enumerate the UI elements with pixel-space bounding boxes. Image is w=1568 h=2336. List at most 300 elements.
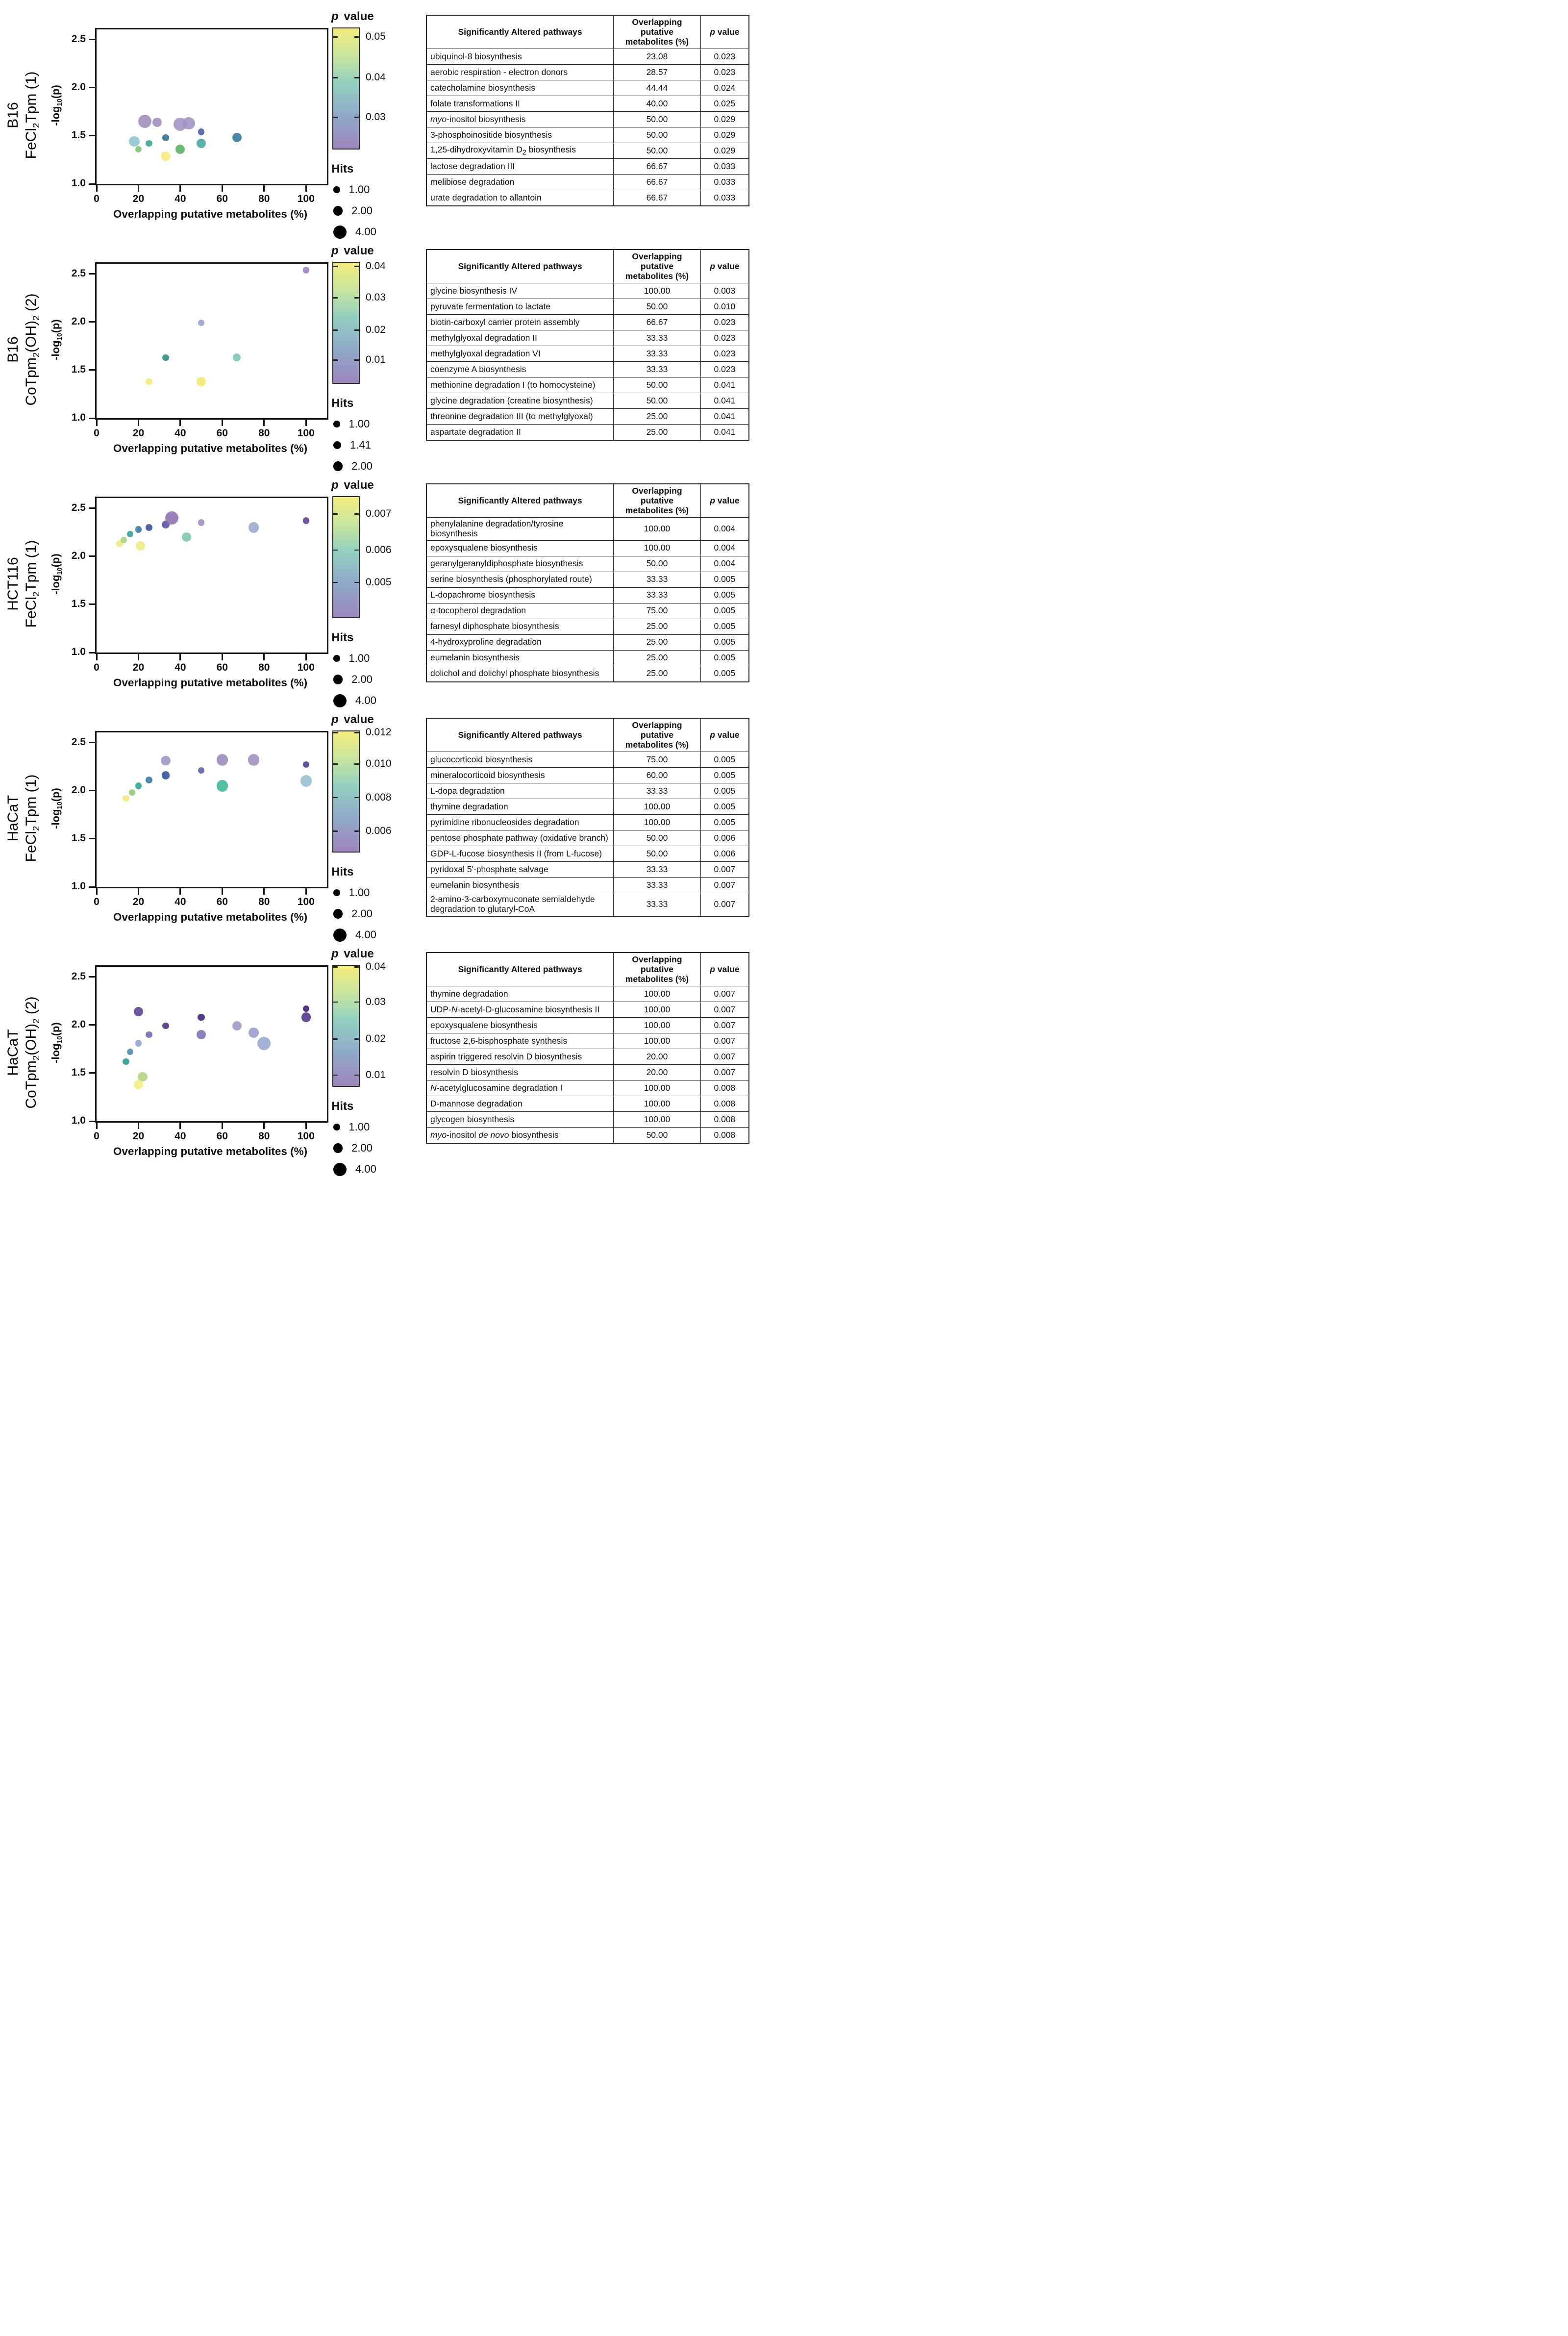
table-row bbox=[426, 1128, 749, 1144]
overlap-percent-cell: 33.33 bbox=[614, 346, 701, 362]
compound-label: $CoTpm_2(OH)_2$ (2) bbox=[22, 293, 41, 406]
x-tick bbox=[179, 654, 181, 660]
hits-legend-item bbox=[333, 886, 426, 900]
x-tick bbox=[305, 1123, 307, 1129]
data-bubble bbox=[138, 115, 151, 128]
overlap-percent-cell: 100.00 bbox=[614, 1080, 701, 1096]
column-header: Significantly Altered pathways bbox=[426, 484, 614, 518]
p-value-cell: 0.003 bbox=[700, 283, 749, 299]
p-value-cell: 0.005 bbox=[700, 650, 749, 666]
x-tick-label: 20 bbox=[132, 662, 145, 673]
plot-area bbox=[71, 28, 328, 204]
hits-legend-item bbox=[333, 652, 426, 665]
hits-dot-icon bbox=[333, 461, 343, 471]
table-row bbox=[426, 619, 749, 634]
x-tick-label: 60 bbox=[216, 896, 228, 907]
hits-legend-item bbox=[333, 204, 426, 218]
pathway-name-cell: L-dopa degradation bbox=[426, 783, 614, 799]
y-tick-label: 1.0 bbox=[71, 1115, 86, 1126]
colorbar-tick bbox=[354, 77, 359, 78]
overlap-percent-cell: 40.00 bbox=[614, 96, 701, 112]
x-tick-label: 60 bbox=[216, 662, 228, 673]
pathway-name-cell: eumelanin biosynthesis bbox=[426, 650, 614, 666]
pathway-name-cell: UDP-N-acetyl-D-glucosamine biosynthesis II bbox=[426, 1002, 614, 1018]
colorbar-gradient bbox=[332, 730, 360, 853]
data-bubble bbox=[162, 354, 169, 361]
data-bubble bbox=[248, 754, 259, 765]
y-tick bbox=[89, 790, 95, 791]
x-tick-label: 60 bbox=[216, 427, 228, 439]
hits-dot-icon bbox=[333, 1143, 343, 1153]
x-tick-label: 40 bbox=[174, 427, 186, 439]
colorbar-tick bbox=[333, 732, 338, 733]
hits-legend-title: Hits bbox=[331, 631, 354, 644]
pvalue-legend-title: p value bbox=[331, 10, 374, 23]
data-bubble bbox=[146, 1031, 152, 1038]
pathway-name-cell: 1,25-dihydroxyvitamin $D_2$ biosynthesis bbox=[426, 143, 614, 159]
hits-dot-icon bbox=[333, 1163, 347, 1176]
data-bubble bbox=[146, 524, 152, 531]
data-bubble bbox=[136, 541, 145, 551]
overlap-percent-cell: 50.00 bbox=[614, 556, 701, 572]
pvalue-colorbar bbox=[332, 961, 426, 1085]
hits-legend-item bbox=[333, 694, 426, 707]
hits-legend-title: Hits bbox=[331, 865, 354, 879]
colorbar-tick bbox=[354, 359, 359, 361]
data-bubble bbox=[198, 767, 205, 774]
table-row bbox=[426, 1080, 749, 1096]
table-row bbox=[426, 768, 749, 783]
data-bubble bbox=[198, 320, 205, 327]
colorbar-tick-label: 0.007 bbox=[366, 508, 392, 520]
table-row bbox=[426, 175, 749, 190]
column-header: p value bbox=[700, 953, 749, 986]
x-tick bbox=[222, 654, 223, 660]
overlap-percent-cell: 25.00 bbox=[614, 650, 701, 666]
pathway-name-cell: pyridoxal 5'-phosphate salvage bbox=[426, 862, 614, 878]
y-tick-label: 2.5 bbox=[71, 267, 86, 279]
y-tick bbox=[89, 87, 95, 88]
data-bubble bbox=[217, 780, 228, 791]
y-tick-label: 1.5 bbox=[71, 363, 86, 375]
overlap-percent-cell: 60.00 bbox=[614, 768, 701, 783]
table-row bbox=[426, 393, 749, 409]
table-row bbox=[426, 330, 749, 346]
x-tick-label: 0 bbox=[94, 427, 100, 439]
pathway-name-cell: α-tocopherol degradation bbox=[426, 603, 614, 619]
x-tick-label: 20 bbox=[132, 193, 145, 204]
x-axis-label: Overlapping putative metabolites (%) bbox=[113, 1145, 308, 1157]
data-bubble bbox=[127, 531, 134, 538]
x-tick-label: 40 bbox=[174, 662, 186, 673]
y-tick bbox=[89, 838, 95, 839]
colorbar-gradient bbox=[332, 27, 360, 150]
y-tick bbox=[89, 555, 95, 557]
overlap-percent-cell: 100.00 bbox=[614, 1018, 701, 1033]
table-row bbox=[426, 49, 749, 65]
x-axis-label: Overlapping putative metabolites (%) bbox=[113, 677, 308, 689]
colorbar-tick bbox=[354, 329, 359, 331]
colorbar-tick bbox=[354, 266, 359, 267]
hits-value: 1.00 bbox=[348, 183, 370, 196]
p-value-cell: 0.041 bbox=[700, 393, 749, 409]
hits-value: 2.00 bbox=[351, 204, 373, 217]
colorbar-tick bbox=[354, 763, 359, 765]
p-value-cell: 0.007 bbox=[700, 1049, 749, 1065]
overlap-percent-cell: 28.57 bbox=[614, 65, 701, 80]
x-tick bbox=[222, 1123, 223, 1129]
hits-legend-item bbox=[333, 907, 426, 921]
table-row bbox=[426, 1049, 749, 1065]
table-row bbox=[426, 409, 749, 425]
x-tick bbox=[96, 654, 98, 660]
hits-dot-icon bbox=[333, 929, 347, 942]
pathways-table bbox=[426, 483, 749, 682]
colorbar-tick-label: 0.05 bbox=[366, 31, 386, 43]
p-value-cell: 0.041 bbox=[700, 377, 749, 393]
p-value-cell: 0.023 bbox=[700, 330, 749, 346]
chart-legend bbox=[330, 708, 426, 949]
chart-legend bbox=[330, 474, 426, 715]
x-axis-label: Overlapping putative metabolites (%) bbox=[113, 911, 308, 923]
panel-label bbox=[2, 5, 44, 239]
hits-legend-item bbox=[333, 459, 426, 473]
colorbar-tick-label: 0.03 bbox=[366, 996, 386, 1007]
p-value-cell: 0.008 bbox=[700, 1080, 749, 1096]
data-bubble bbox=[135, 782, 142, 789]
table-row bbox=[426, 603, 749, 619]
pvalue-colorbar bbox=[332, 727, 426, 851]
table-row bbox=[426, 1112, 749, 1128]
x-tick bbox=[138, 185, 139, 192]
data-bubble bbox=[162, 134, 169, 141]
hits-dot-icon bbox=[333, 889, 340, 896]
table-header-row bbox=[426, 484, 749, 518]
overlap-percent-cell: 20.00 bbox=[614, 1065, 701, 1080]
table-row bbox=[426, 799, 749, 815]
pathway-name-cell: methylglyoxal degradation VI bbox=[426, 346, 614, 362]
x-tick-label: 0 bbox=[94, 193, 100, 204]
x-tick bbox=[96, 185, 98, 192]
table-row bbox=[426, 283, 749, 299]
pathway-name-cell: resolvin D biosynthesis bbox=[426, 1065, 614, 1080]
pathway-name-cell: melibiose degradation bbox=[426, 175, 614, 190]
p-value-cell: 0.008 bbox=[700, 1096, 749, 1112]
data-bubble bbox=[198, 128, 205, 135]
x-tick bbox=[305, 185, 307, 192]
panel-hct116-fecl2tpm bbox=[2, 474, 763, 708]
data-bubble bbox=[161, 151, 170, 161]
pathway-name-cell: threonine degradation III (to methylglyoxal) bbox=[426, 409, 614, 425]
pathway-name-cell: epoxysqualene biosynthesis bbox=[426, 540, 614, 556]
table-header-row bbox=[426, 953, 749, 986]
hits-legend-title: Hits bbox=[331, 1100, 354, 1113]
overlap-percent-cell: 25.00 bbox=[614, 425, 701, 441]
pathway-name-cell: 3-phosphoinositide biosynthesis bbox=[426, 127, 614, 143]
column-header: Overlapping putative metabolites (%) bbox=[614, 250, 701, 283]
plot-area bbox=[71, 262, 328, 439]
p-value-cell: 0.029 bbox=[700, 112, 749, 127]
y-tick bbox=[89, 603, 95, 605]
overlap-percent-cell: 50.00 bbox=[614, 846, 701, 862]
data-bubble bbox=[182, 532, 191, 542]
x-tick-label: 100 bbox=[297, 1130, 315, 1142]
pathway-name-cell: D-mannose degradation bbox=[426, 1096, 614, 1112]
pathway-table bbox=[426, 708, 757, 917]
data-bubble bbox=[249, 1028, 259, 1038]
p-value-cell: 0.004 bbox=[700, 540, 749, 556]
hits-value: 4.00 bbox=[355, 694, 376, 706]
x-tick bbox=[305, 420, 307, 426]
colorbar-tick bbox=[354, 36, 359, 38]
pathway-name-cell: 4-hydroxyproline degradation bbox=[426, 634, 614, 650]
x-tick bbox=[179, 888, 181, 895]
table-row bbox=[426, 425, 749, 441]
p-value-cell: 0.005 bbox=[700, 752, 749, 768]
y-axis-label: $-\log_{10}(p)$ bbox=[49, 1022, 64, 1063]
x-tick bbox=[179, 1123, 181, 1129]
x-tick-label: 60 bbox=[216, 193, 228, 204]
y-tick bbox=[89, 39, 95, 40]
overlap-percent-cell: 100.00 bbox=[614, 986, 701, 1002]
column-header: p value bbox=[700, 250, 749, 283]
table-row bbox=[426, 893, 749, 916]
data-bubble bbox=[198, 519, 205, 526]
x-tick bbox=[96, 420, 98, 426]
y-axis-label: $-\log_{10}(p)$ bbox=[49, 553, 64, 595]
pvalue-legend-title: p value bbox=[331, 244, 374, 257]
overlap-percent-cell: 33.33 bbox=[614, 330, 701, 346]
p-value-cell: 0.005 bbox=[700, 587, 749, 603]
bubble-chart bbox=[44, 5, 330, 239]
p-value-cell: 0.033 bbox=[700, 190, 749, 206]
table-row bbox=[426, 815, 749, 830]
table-row bbox=[426, 587, 749, 603]
overlap-percent-cell: 75.00 bbox=[614, 603, 701, 619]
colorbar-tick-label: 0.012 bbox=[366, 727, 392, 738]
colorbar-tick-label: 0.04 bbox=[366, 72, 386, 83]
y-tick-label: 1.5 bbox=[71, 832, 86, 844]
table-row bbox=[426, 846, 749, 862]
y-tick-label: 2.5 bbox=[71, 970, 86, 982]
bubble-chart bbox=[44, 942, 330, 1177]
colorbar-tick bbox=[354, 513, 359, 515]
p-value-cell: 0.006 bbox=[700, 830, 749, 846]
p-value-cell: 0.033 bbox=[700, 159, 749, 175]
column-header: Significantly Altered pathways bbox=[426, 718, 614, 752]
x-tick-label: 100 bbox=[297, 896, 315, 907]
p-value-cell: 0.008 bbox=[700, 1128, 749, 1144]
overlap-percent-cell: 50.00 bbox=[614, 1128, 701, 1144]
y-axis-label: $-\log_{10}(p)$ bbox=[49, 788, 64, 829]
colorbar-tick bbox=[333, 763, 338, 765]
table-row bbox=[426, 540, 749, 556]
pathway-name-cell: coenzyme A biosynthesis bbox=[426, 362, 614, 377]
overlap-percent-cell: 50.00 bbox=[614, 830, 701, 846]
table-row bbox=[426, 830, 749, 846]
hits-dot-icon bbox=[333, 675, 343, 684]
column-header: Overlapping putative metabolites (%) bbox=[614, 953, 701, 986]
pathway-name-cell: methylglyoxal degradation II bbox=[426, 330, 614, 346]
colorbar-tick-label: 0.006 bbox=[366, 544, 392, 555]
x-tick-label: 20 bbox=[132, 427, 145, 439]
pathway-name-cell: myo-inositol de novo biosynthesis bbox=[426, 1128, 614, 1144]
y-tick bbox=[89, 135, 95, 136]
hits-legend-item bbox=[333, 1141, 426, 1155]
column-header: Overlapping putative metabolites (%) bbox=[614, 15, 701, 49]
overlap-percent-cell: 33.33 bbox=[614, 587, 701, 603]
table-row bbox=[426, 518, 749, 541]
x-tick-label: 0 bbox=[94, 662, 100, 673]
x-tick-label: 100 bbox=[297, 662, 315, 673]
column-header: Significantly Altered pathways bbox=[426, 15, 614, 49]
table-row bbox=[426, 1018, 749, 1033]
bubble-chart bbox=[44, 708, 330, 942]
colorbar-tick bbox=[354, 117, 359, 118]
x-tick-label: 40 bbox=[174, 193, 186, 204]
y-tick-label: 1.5 bbox=[71, 1066, 86, 1078]
y-axis-label: $-\log_{10}(p)$ bbox=[49, 319, 64, 360]
hits-dot-icon bbox=[333, 186, 340, 193]
table-row bbox=[426, 783, 749, 799]
table-header-row bbox=[426, 15, 749, 49]
p-value-cell: 0.005 bbox=[700, 619, 749, 634]
pathway-name-cell: catecholamine biosynthesis bbox=[426, 80, 614, 96]
data-bubble bbox=[182, 117, 195, 129]
colorbar-tick bbox=[354, 1002, 359, 1003]
table-header-row bbox=[426, 250, 749, 283]
y-tick-label: 2.0 bbox=[71, 315, 86, 327]
bubble-chart bbox=[44, 474, 330, 708]
overlap-percent-cell: 50.00 bbox=[614, 299, 701, 315]
data-bubble bbox=[300, 775, 312, 786]
overlap-percent-cell: 66.67 bbox=[614, 175, 701, 190]
p-value-cell: 0.023 bbox=[700, 346, 749, 362]
overlap-percent-cell: 25.00 bbox=[614, 634, 701, 650]
table-row bbox=[426, 878, 749, 893]
data-bubble bbox=[146, 140, 152, 147]
y-tick-label: 2.0 bbox=[71, 81, 86, 93]
overlap-percent-cell: 100.00 bbox=[614, 518, 701, 541]
hits-value: 1.00 bbox=[348, 886, 370, 899]
y-tick-label: 2.5 bbox=[71, 33, 86, 45]
y-tick-label: 1.0 bbox=[71, 412, 86, 423]
colorbar-tick-label: 0.02 bbox=[366, 324, 386, 336]
bubble-chart bbox=[44, 239, 330, 474]
x-tick-label: 20 bbox=[132, 896, 145, 907]
pathway-name-cell: N-acetylglucosamine degradation I bbox=[426, 1080, 614, 1096]
table-row bbox=[426, 377, 749, 393]
panel-b16-cotpm2oh2 bbox=[2, 239, 763, 474]
overlap-percent-cell: 50.00 bbox=[614, 112, 701, 127]
x-tick-label: 80 bbox=[258, 427, 270, 439]
overlap-percent-cell: 20.00 bbox=[614, 1049, 701, 1065]
colorbar-tick bbox=[333, 550, 338, 551]
data-bubble bbox=[301, 1012, 311, 1022]
p-value-cell: 0.005 bbox=[700, 783, 749, 799]
pathway-name-cell: glycine biosynthesis IV bbox=[426, 283, 614, 299]
p-value-cell: 0.004 bbox=[700, 556, 749, 572]
overlap-percent-cell: 66.67 bbox=[614, 159, 701, 175]
overlap-percent-cell: 66.67 bbox=[614, 190, 701, 206]
data-bubble bbox=[217, 754, 228, 765]
pathway-name-cell: GDP-L-fucose biosynthesis II (from L-fucose) bbox=[426, 846, 614, 862]
p-value-cell: 0.005 bbox=[700, 815, 749, 830]
pathway-name-cell: pentose phosphate pathway (oxidative branch) bbox=[426, 830, 614, 846]
p-value-cell: 0.007 bbox=[700, 986, 749, 1002]
colorbar-tick bbox=[333, 830, 338, 832]
y-tick bbox=[89, 273, 95, 275]
overlap-percent-cell: 33.33 bbox=[614, 572, 701, 587]
x-tick bbox=[179, 185, 181, 192]
data-bubble bbox=[303, 267, 310, 274]
hits-dot-icon bbox=[333, 206, 343, 215]
panel-label bbox=[2, 474, 44, 708]
pathway-name-cell: aspirin triggered resolvin D biosynthesis bbox=[426, 1049, 614, 1065]
data-bubble bbox=[135, 1040, 142, 1047]
pathways-table bbox=[426, 718, 749, 917]
hits-legend bbox=[330, 417, 426, 473]
data-bubble bbox=[123, 1058, 129, 1065]
panel-b16-fecl2tpm bbox=[2, 5, 763, 239]
pathway-name-cell: aerobic respiration - electron donors bbox=[426, 65, 614, 80]
y-tick-label: 1.0 bbox=[71, 646, 86, 657]
hits-value: 2.00 bbox=[351, 460, 373, 472]
colorbar-tick-label: 0.006 bbox=[366, 825, 392, 837]
p-value-cell: 0.005 bbox=[700, 768, 749, 783]
pathway-name-cell: aspartate degradation II bbox=[426, 425, 614, 441]
y-tick bbox=[89, 652, 95, 653]
panel-label bbox=[2, 239, 44, 474]
p-value-cell: 0.005 bbox=[700, 799, 749, 815]
y-tick-label: 1.0 bbox=[71, 880, 86, 892]
x-tick bbox=[138, 654, 139, 660]
colorbar-tick-label: 0.005 bbox=[366, 576, 392, 588]
data-bubble bbox=[146, 378, 152, 385]
y-tick-label: 2.0 bbox=[71, 784, 86, 796]
x-tick bbox=[263, 654, 265, 660]
overlap-percent-cell: 100.00 bbox=[614, 540, 701, 556]
p-value-cell: 0.008 bbox=[700, 1112, 749, 1128]
pvalue-legend-title: p value bbox=[331, 478, 374, 492]
panel-hacat-cotpm2oh2 bbox=[2, 942, 763, 1177]
data-bubble bbox=[127, 1049, 134, 1055]
pathway-name-cell: epoxysqualene biosynthesis bbox=[426, 1018, 614, 1033]
table-row bbox=[426, 299, 749, 315]
panel-hacat-fecl2tpm bbox=[2, 708, 763, 942]
x-tick bbox=[263, 1123, 265, 1129]
data-bubble bbox=[129, 789, 136, 796]
table-row bbox=[426, 556, 749, 572]
pathway-name-cell: glucocorticoid biosynthesis bbox=[426, 752, 614, 768]
overlap-percent-cell: 33.33 bbox=[614, 878, 701, 893]
pathway-table bbox=[426, 5, 757, 206]
hits-legend bbox=[330, 652, 426, 707]
overlap-percent-cell: 50.00 bbox=[614, 127, 701, 143]
pathway-table bbox=[426, 474, 757, 682]
overlap-percent-cell: 44.44 bbox=[614, 80, 701, 96]
colorbar-tick bbox=[333, 1075, 338, 1076]
hits-legend bbox=[330, 183, 426, 239]
plot-area bbox=[71, 965, 328, 1142]
colorbar-tick bbox=[354, 1075, 359, 1076]
pathways-table bbox=[426, 952, 749, 1144]
x-tick-label: 20 bbox=[132, 1130, 145, 1142]
data-bubble bbox=[303, 761, 310, 768]
p-value-cell: 0.006 bbox=[700, 846, 749, 862]
x-tick bbox=[305, 654, 307, 660]
x-tick bbox=[138, 420, 139, 426]
